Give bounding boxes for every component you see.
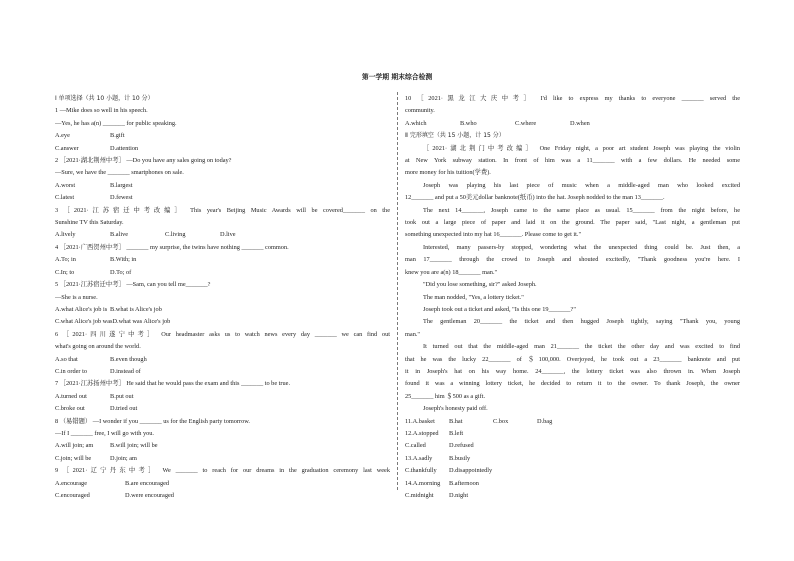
text-line: found it was a winning lottery ticket, he decided to return it to the owner. To thank Joseph, the owner [405,380,740,388]
answer-option: D.were encouraged [125,492,174,499]
answer-options [55,304,390,316]
text-line: —Yes, he has a(n) _______ for public speaking. [55,119,177,127]
answer-option: B.left [449,429,464,437]
text-line: community. [405,107,435,115]
answer-option: B.what is Alice's job [110,305,162,313]
answer-option: A.so that [55,355,78,363]
text-line: 5 ［2021·江苏宿迁中考］ —Sam, can you tell me_______? [55,281,211,289]
text-line: knew you are a(n) 18_______ man." [405,268,498,276]
text-line: 3 ［2021·江苏宿迁中考改编］ This year's Beijing Music Awards will be covered_______ on the [55,206,390,214]
answer-options [55,354,390,366]
answer-option: B.afternoon [449,479,479,487]
answer-options [55,440,390,452]
answer-options [405,416,740,428]
text-line: what's going on around the world. [55,343,141,351]
answer-option: D.fewest [110,194,133,202]
answer-options [405,118,740,130]
answer-option: A.eye [55,132,70,140]
answer-option: D.when [570,119,590,127]
answer-option: C.called [405,442,426,450]
text-line: at New York subway station. In front of him was a 11_______ with a few dollars. He needed some [405,157,740,165]
left-column [55,93,390,502]
answer-options [55,130,390,142]
text-line: 7 ［2021·江苏扬州中考］ He said that he would pass the exam and this _______ to be true. [55,380,291,388]
answer-option: A.worst [55,181,76,189]
answer-option: 12.A.stopped [405,429,439,437]
text-line: Interested, many passers-by stopped, wondering what the unexpected thing could be. Just then, a [423,243,740,251]
text-line: 6 ［2021·四川遂宁中考］ Our headmaster asks us to watch news every day _______ we can find out [55,330,390,338]
section-heading: I 单项选择（共 10 小题，计 10 分） [55,95,154,102]
answer-options [55,192,390,204]
answer-option: D.join; am [110,454,137,462]
answer-option: 14.A.morning [405,479,441,487]
answer-option: 13.A.sadly [405,454,433,462]
answer-option: C.in order to [55,367,88,375]
answer-option: A.what Alice's job is [55,305,108,313]
text-line: It turned out that the middle-aged man 21_______ the ticket the other day and was excited to find [423,343,740,351]
answer-options [405,490,740,502]
answer-options [55,366,390,378]
answer-option: A.which [405,119,427,127]
answer-options [55,478,390,490]
answer-option: C.where [515,119,537,127]
text-line: Joseph was playing his last piece of music when a middle-aged man who looked excited [423,181,740,189]
answer-options [405,428,740,440]
answer-option: C.broke out [55,405,85,413]
answer-option: B.hat [449,417,463,425]
text-line: Joseph's honesty paid off. [423,405,488,413]
text-line: 25_______ him ＄500 as a gift. [405,392,486,400]
answer-option: A.lively [55,231,76,239]
section-heading: Ⅱ 完形填空（共 15 小题，计 15 分） [405,132,505,140]
text-line: that he was the lucky 22_______ of ＄100,000. Overjoyed, he took out a 23_______ banknote and put [405,355,740,363]
text-line: "Did you lose something, sir?" asked Joseph. [423,281,537,289]
answer-option: B.busily [449,454,471,462]
answer-option: C.encouraged [55,492,90,499]
text-line: 2 ［2021·湖北荆州中考］ —Do you have any sales going on today? [55,157,232,165]
answer-option: B.largest [110,181,133,189]
answer-options [405,440,740,452]
answer-option: D.To; of [110,268,132,276]
answer-option: B.even though [110,355,147,363]
answer-option: B.put out [110,392,134,400]
text-line: The man nodded, "Yes, a lottery ticket." [423,293,524,301]
text-line: The next 14_______, Joseph came to the same place as usual. 15_______ from the night before, he [423,206,740,214]
answer-options [55,254,390,266]
text-line: man 17_______ through the crowd to Joseph and shouted excitedly, "Thank goodness you're here. I [405,256,740,264]
answer-options [405,478,740,490]
text-line: something unexpected into my hat 16_______. Please come to get it." [405,231,582,239]
text-line: —Sure, we have the _______ smartphones on sale. [55,169,184,177]
text-line: 8 （易错题） —I wonder if you _______ us for the English party tomorrow. [55,417,250,425]
answer-option: A.turned out [55,392,87,400]
text-line: ［2021·湖北荆门中考改编］ One Friday night, a poor art student Joseph was playing the violin [423,144,740,152]
answer-option: B.will join; will be [110,442,158,450]
text-line: 12_______ and put a 50美元dollar banknote(纸币) into the hat. Joseph nodded to the man 13_______. [405,194,665,202]
answer-option: C.In; to [55,268,75,276]
answer-option: D.night [449,492,469,499]
answer-option: D.tried out [110,405,138,413]
answer-options [55,490,390,502]
answer-option: B.who [460,119,477,127]
answer-options [55,143,390,155]
text-line: Joseph took out a ticket and asked, "Is this one 19_______?" [423,305,576,313]
text-line: man." [405,330,420,338]
answer-option: C.midnight [405,492,434,499]
answer-option: A.To; in [55,256,76,264]
page-title: 第一学期 期末综合检测 [361,73,433,81]
answer-option: C.box [493,417,509,425]
answer-options [55,180,390,192]
answer-option: D.refused [449,442,474,450]
text-line: 10 ［2021·黑龙江大庆中考］ I'd like to express my thanks to everyone _______ served the [405,95,740,102]
text-line: The gentleman 20_______ the ticket and then hugged Joseph tightly, saying "Thank you, young [423,318,740,326]
text-line: more money for his tuition(学费). [405,169,491,177]
answer-options [55,391,390,403]
answer-options [405,465,740,477]
answer-option: B.are encouraged [125,479,170,487]
answer-option: C.latest [55,194,75,202]
right-column [405,93,740,502]
text-line: —She is a nurse. [55,293,98,301]
text-line: Sunshine TV this Saturday. [55,219,124,227]
text-line: it in Joseph's hat on his way home. 24_______, the lottery ticket was also thrown in. When Joseph [405,367,740,375]
answer-option: B.alive [110,231,129,239]
answer-option: C.living [165,231,186,239]
answer-option: C.thankfully [405,467,437,475]
answer-option: D.live [220,231,236,239]
answer-option: A.encourage [55,479,87,487]
answer-option: D.disappointedly [449,467,493,475]
answer-option: C.answer [55,144,79,152]
answer-option: D.what was Alice's job [112,318,171,326]
answer-option: D.attention [110,144,139,152]
answer-option: B.With; in [110,256,137,264]
text-line: 1 —Mike does so well in his speech. [55,107,148,115]
answer-option: D.bag [537,417,553,425]
answer-option: B.gift [110,132,125,140]
answer-option: 11.A.basket [405,417,435,425]
answer-option: C.what Alice's job was [55,318,113,326]
answer-option: D.instead of [110,367,141,375]
text-line: took out a large piece of paper and laid it on the ground. The paper said, "Last night, a gentleman put [405,219,740,227]
answer-options [55,403,390,415]
answer-options [55,267,390,279]
answer-option: A.will join; am [55,442,94,450]
column-divider [397,92,398,490]
text-line: 9 ［2021·辽宁丹东中考］ We _______ to reach for our dreams in the graduation ceremony last week [55,467,390,475]
text-line: 4 ［2021·广西贺州中考］ _______ my surprise, the twins have nothing _______ common. [55,243,289,251]
answer-options [55,316,390,328]
answer-options [55,229,390,241]
answer-options [55,453,390,465]
answer-options [405,453,740,465]
answer-option: C.join; will be [55,454,92,462]
text-line: —If I _______ free, I will go with you. [55,429,154,437]
